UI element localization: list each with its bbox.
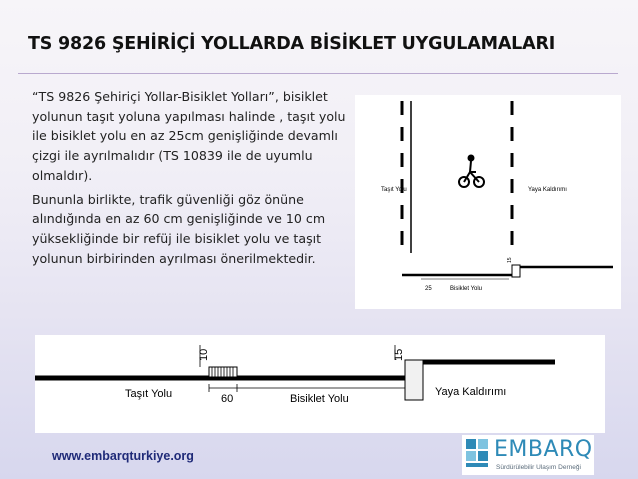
slide-title: TS 9826 ŞEHİRİÇİ YOLLARDA BİSİKLET UYGULAMALARI	[28, 34, 556, 54]
plan-right-label: Yaya Kaldırımı	[528, 187, 567, 193]
title-divider	[18, 73, 618, 74]
paragraph-refuge: Bununla birlikte, trafik güvenliği göz önüne alındığında en az 60 cm genişliğinde ve 10 cm yüksekliğinde bir refüj ile bisiklet yolu ve taşıt yolunun birbirinden ayrılması önerilmektedir.	[32, 191, 326, 266]
section-width-label: 25	[425, 286, 432, 292]
bike-lane-label: Bisiklet Yolu	[290, 393, 349, 405]
section-curb	[512, 265, 520, 277]
footer-website-link[interactable]: www.embarqturkiye.org	[52, 449, 194, 463]
slide-body	[32, 87, 352, 272]
sidewalk-label: Yaya Kaldırımı	[435, 386, 507, 398]
logo-tagline: Sürdürülebilir Ulaşım Derneği	[496, 464, 581, 471]
refuge-height-label: 10	[198, 348, 210, 361]
section-curb-height: 15	[507, 257, 513, 263]
embarq-logo-icon	[466, 439, 490, 469]
refuge-width-label: 60	[221, 393, 234, 405]
bike-lane-plan-drawing	[355, 95, 621, 309]
sidewalk-curb	[405, 360, 423, 400]
refuge-section-figure	[35, 335, 605, 433]
embarq-logo	[462, 435, 594, 475]
bike-lane-plan-figure	[355, 95, 621, 309]
refuge-section-drawing	[35, 335, 605, 433]
section-bike-lane-label: Bisiklet Yolu	[450, 286, 483, 292]
logo-wordmark: EMBARQ	[494, 437, 593, 462]
road-label: Taşıt Yolu	[125, 388, 173, 400]
plan-left-label: Taşıt Yolu	[381, 187, 407, 193]
paragraph-ts9826: “TS 9826 Şehiriçi Yollar-Bisiklet Yolları”, bisiklet yolunun taşıt yoluna yapılması halinde , taşıt yolu ile bisiklet yolu en az 25cm genişliğinde devamlı çizgi ile ayrılmalıdır (TS 10839 ile de uyumlu olmaldır).	[32, 89, 346, 183]
bicycle-symbol-icon	[459, 156, 484, 188]
curb-height-label: 15	[393, 348, 405, 361]
